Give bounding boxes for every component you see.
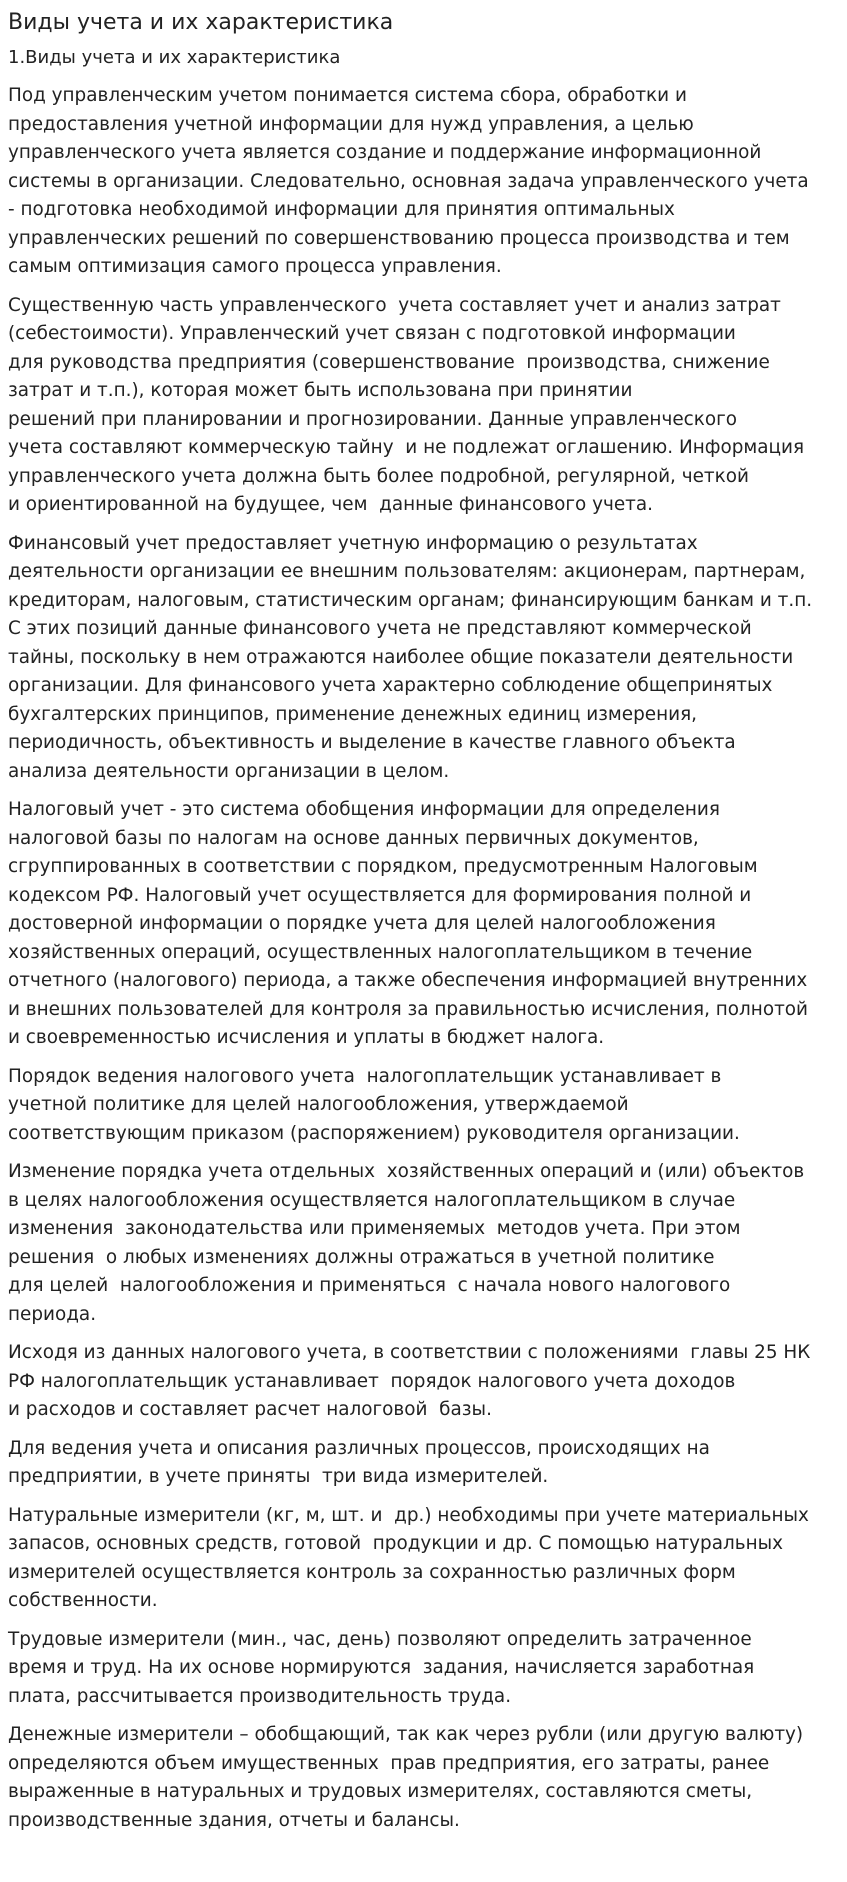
paragraph-line: РФ налогоплательщик устанавливает порядок налогового учета доходов [8,1370,736,1392]
paragraph [8,530,839,787]
paragraph-line: Порядок ведения налогового учета налогоплательщик устанавливает в [8,1065,722,1087]
paragraph-line: кредиторам, налоговым, статистическим органам; финансирующим банкам и т.п. [8,589,813,611]
paragraph [8,1435,839,1492]
paragraph-line: предприятии, в учете приняты три вида измерителей. [8,1466,549,1487]
paragraph-line: и внешних пользователей для контроля за правильностью исчисления, полнотой [8,998,809,1020]
paragraph-line: изменения законодательства или применяемых методов учета. При этом [8,1218,741,1239]
paragraph-line: Исходя из данных налогового учета, в соответствии с положениями главы 25 НК [8,1342,811,1363]
paragraph-line: и расходов и составляет расчет налоговой базы. [8,1399,492,1420]
paragraph-line: собственности. [8,1590,158,1611]
paragraph-line: Натуральные измерители (кг, м, шт. и др.) необходимы при учете материальных [8,1504,809,1526]
paragraph-line: производственные здания, отчеты и балансы. [8,1809,460,1831]
paragraph-line: сгруппированных в соответствии с порядком, предусмотренным Налоговым [8,856,758,877]
paragraph-line: Трудовые измерители (мин., час, день) позволяют определить затраченное [8,1628,752,1650]
paragraph-line: Существенную часть управленческого учета составляет учет и анализ затрат [8,294,781,316]
paragraph-line: запасов, основных средств, готовой продукции и др. С помощью натуральных [8,1533,784,1554]
paragraph-line: анализа деятельности организации в целом. [8,760,450,782]
paragraph-line: Для ведения учета и описания различных процессов, происходящих на [8,1437,710,1459]
paragraph [8,1626,839,1712]
paragraph-line: определяются объем имущественных прав предприятия, его затраты, ранее [8,1752,770,1774]
paragraph-line: время и труд. На их основе нормируются задания, начисляется заработная [8,1657,755,1678]
paragraph [8,1721,839,1835]
paragraph-line: плата, рассчитывается производительность труда. [8,1685,512,1707]
paragraph-line: для руководства предприятия (совершенствование производства, снижение [8,351,770,373]
paragraph-line: учета составляют коммерческую тайну и не подлежат оглашению. Информация [8,437,805,458]
paragraph [8,796,839,1053]
paragraph-line: управленческих решений по совершенствованию процесса производства и тем [8,227,790,249]
paragraph [8,1063,839,1149]
paragraph-line: измерителей осуществляется контроль за сохранностью различных форм [8,1561,736,1583]
page-title: Виды учета и их характеристика [8,10,394,35]
paragraph-line: системы в организации. Следовательно, основная задача управленческого учета [8,170,809,192]
paragraph-line: Финансовый учет предоставляет учетную информацию о результатах [8,532,698,554]
paragraph-line: управленческого учета должна быть более подробной, регулярной, четкой [8,465,749,487]
paragraph-line: деятельности организации ее внешним пользователям: акционерам, партнерам, [8,561,806,582]
paragraph [8,292,839,520]
paragraph-line: хозяйственных операций, осуществленных налогоплательщиком в течение [8,941,753,963]
paragraph-line: (себестоимости). Управленческий учет связан с подготовкой информации [8,323,736,344]
paragraph-line: для целей налогообложения и применяться с начала нового налогового [8,1275,731,1296]
paragraph-line: кодексом РФ. Налоговый учет осуществляется для формирования полной и [8,884,752,906]
paragraph-line: периода. [8,1303,97,1325]
paragraph-line: бухгалтерских принципов, применение денежных единиц измерения, [8,703,697,725]
paragraph-line: С этих позиций данные финансового учета не представляют коммерческой [8,618,752,639]
paragraph-line: Денежные измерители – обобщающий, так как через рубли (или другую валюту) [8,1724,804,1745]
paragraph [8,1502,839,1616]
paragraph [8,1339,839,1425]
paragraph-line: затрат и т.п.), которая может быть использована при принятии [8,380,633,401]
paragraph-line: в целях налогообложения осуществляется налогоплательщиком в случае [8,1189,736,1211]
paragraph-line: решений при планировании и прогнозировании. Данные управленческого [8,408,738,430]
paragraph-line: соответствующим приказом (распоряжением) руководителя организации. [8,1122,740,1144]
paragraph [8,82,839,282]
paragraph-line: выраженные в натуральных и трудовых измерителях, составляются сметы, [8,1781,753,1802]
paragraph-line: Изменение порядка учета отдельных хозяйственных операций и (или) объектов [8,1161,805,1182]
paragraph [8,1158,839,1329]
paragraph-line: и ориентированной на будущее, чем данные финансового учета. [8,494,653,515]
paragraph-line: учетной политике для целей налогообложения, утверждаемой [8,1094,629,1115]
paragraph-line: Налоговый учет - это система обобщения информации для определения [8,799,720,820]
paragraph-line: предоставления учетной информации для нужд управления, а целью [8,113,694,135]
paragraph-line: достоверной информации о порядке учета для целей налогообложения [8,913,716,934]
paragraph-line: управленческого учета является создание и поддержание информационной [8,142,762,163]
paragraph-line: тайны, поскольку в нем отражаются наиболее общие показатели деятельности [8,646,794,668]
paragraph-line: Под управленческим учетом понимается система сбора, обработки и [8,85,687,106]
paragraph-line: и своевременностью исчисления и уплаты в бюджет налога. [8,1027,605,1048]
paragraph-line: налоговой базы по налогам на основе данных первичных документов, [8,827,699,849]
paragraph-line: решения о любых изменениях должны отражаться в учетной политике [8,1246,715,1268]
section-heading: 1.Виды учета и их характеристика [8,47,341,68]
paragraph-line: отчетного (налогового) периода, а также обеспечения информацией внутренних [8,970,808,991]
paragraph-line: периодичность, объективность и выделение в качестве главного объекта [8,732,736,753]
paragraph-line: самым оптимизация самого процесса управления. [8,256,502,277]
paragraph-line: организации. Для финансового учета характерно соблюдение общепринятых [8,675,773,696]
document-body [8,82,839,1835]
paragraph-line: - подготовка необходимой информации для принятия оптимальных [8,199,675,220]
